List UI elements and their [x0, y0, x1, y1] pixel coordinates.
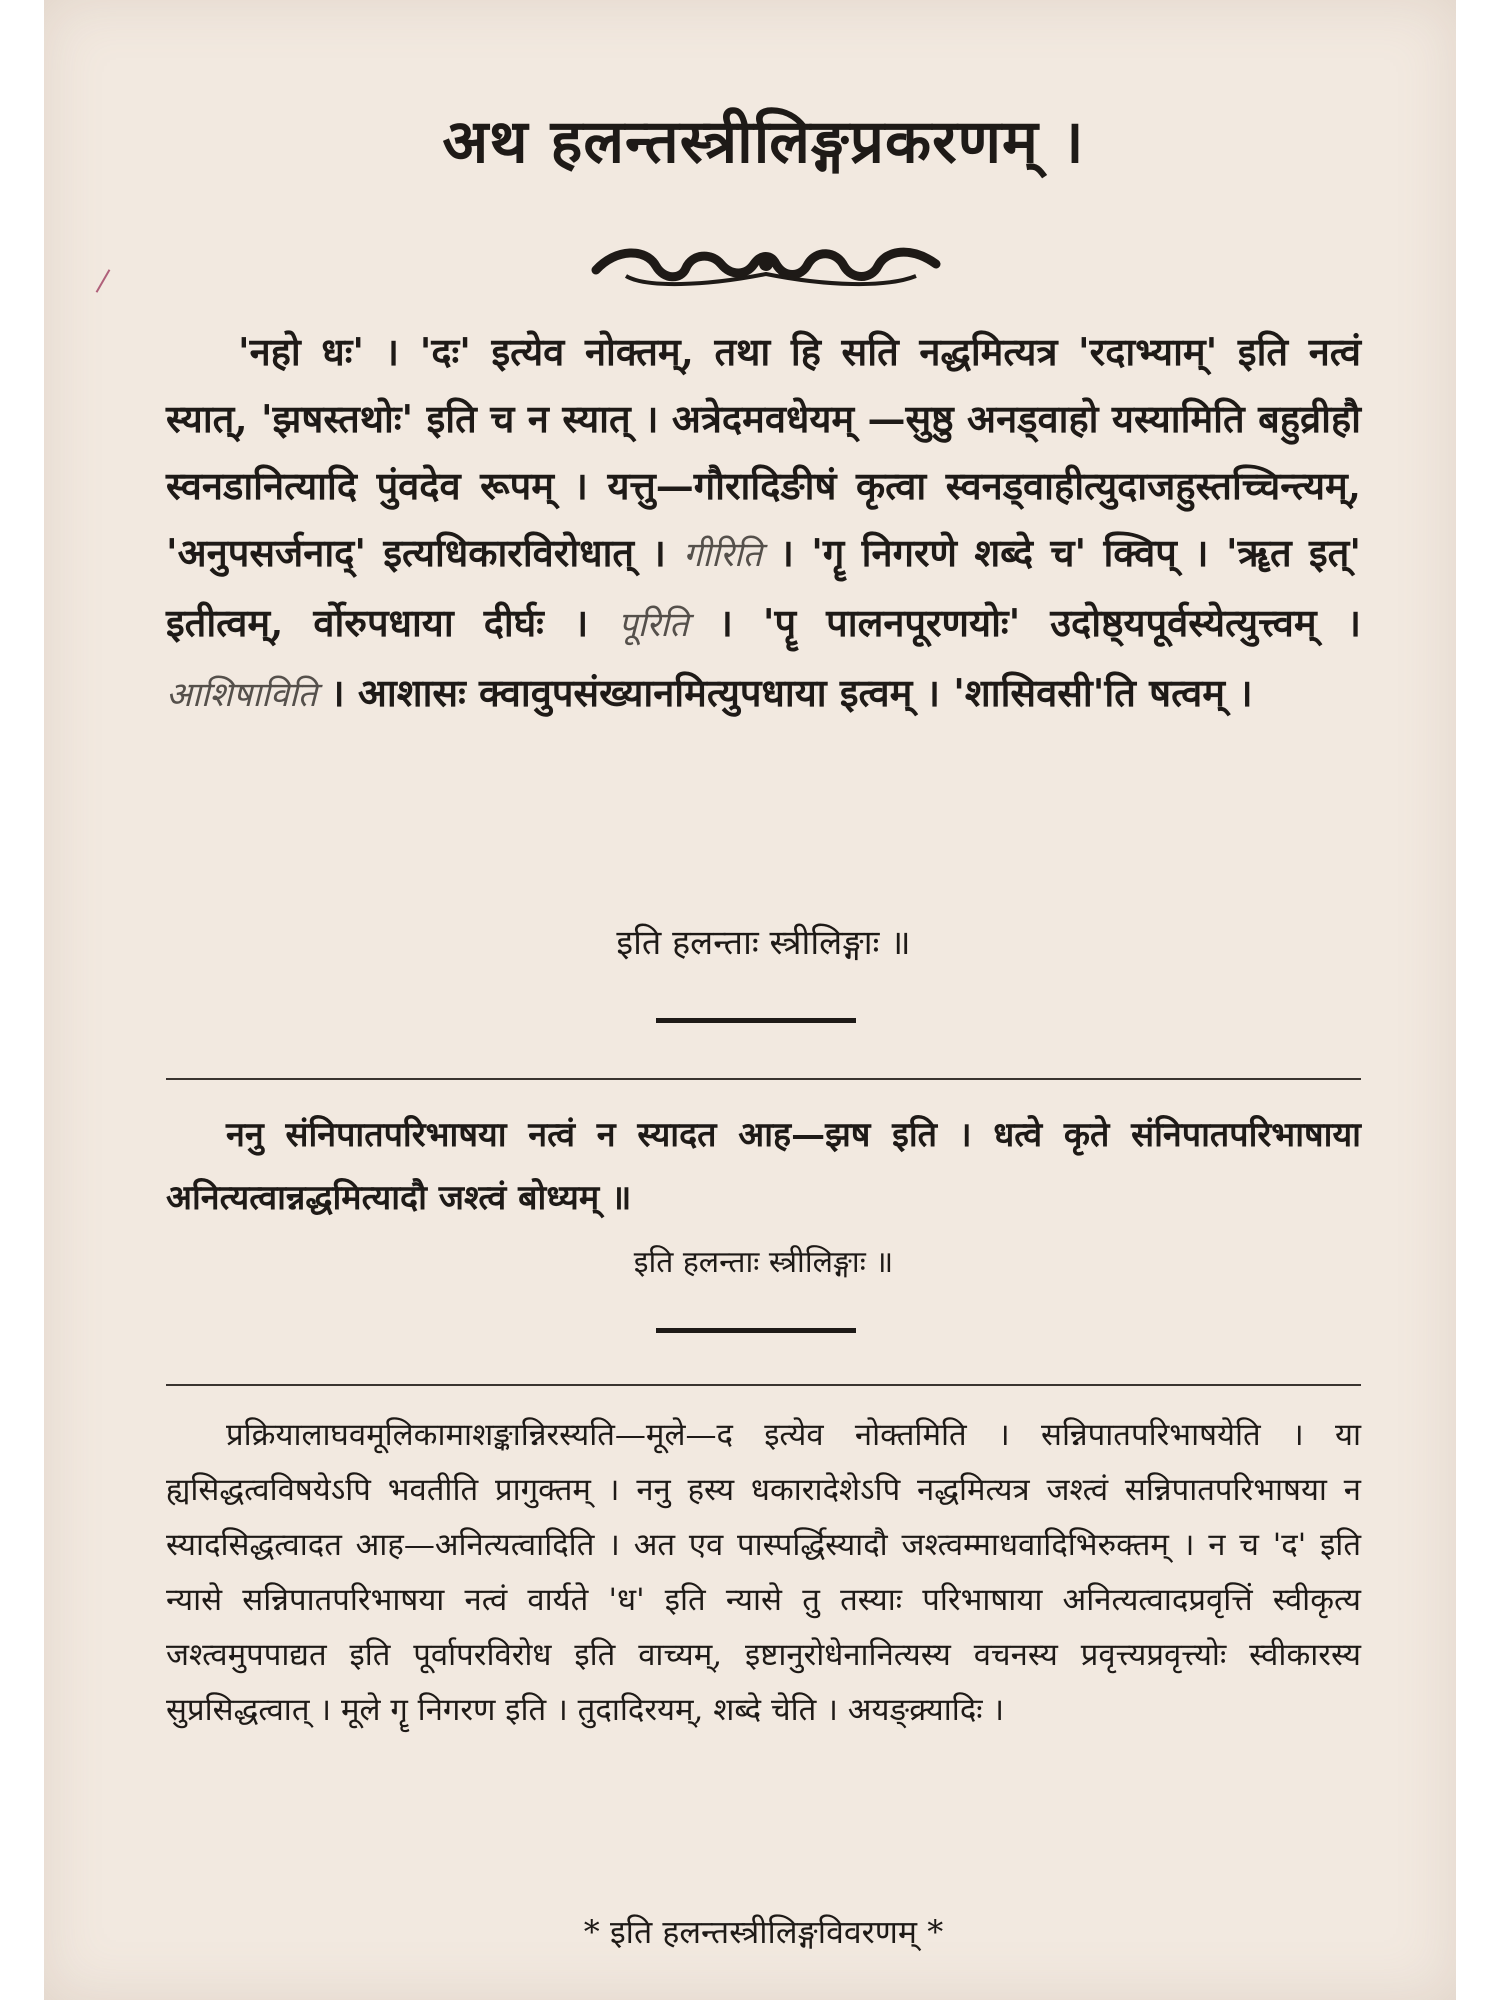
- main-text-b: । 'गॄ निगरणे शब्दे च' क्विप् । 'ॠत इत्' इतीत्वम्, र्वोरुपधाया दीर्घः ।: [166, 530, 1361, 645]
- gloss-purit: पूरिति: [618, 605, 689, 645]
- gloss-ashishavit: आशिषाविति: [166, 675, 318, 715]
- chapter-title: अथ हलन्तस्त्रीलिङ्गप्रकरणम् ।: [442, 107, 1085, 177]
- horizontal-rule: [166, 1384, 1361, 1386]
- main-text-c: । 'पॄ पालनपूरणयोः' उदोष्ठ्यपूर्वस्येत्युत्त्वम् ।: [718, 600, 1362, 645]
- commentary-paragraph: ननु संनिपातपरिभाषया नत्वं न स्यादत आह—झष इति । धत्वे कृते संनिपातपरिभाषाया अनित्यत्वान्नद्धमित्यादौ जश्त्वं बोध्यम् ॥: [166, 1115, 1361, 1218]
- short-divider: [656, 1328, 856, 1333]
- commentary-end-line: इति हलन्ताः स्त्रीलिङ्गाः ॥: [633, 1245, 894, 1280]
- horizontal-rule: [166, 1078, 1361, 1080]
- gloss-girit: गीरिति: [683, 535, 763, 575]
- main-text-d: । आशासः क्वावुपसंख्यानमित्युपधाया इत्वम् । 'शासिवसी'ति षत्वम् ।: [330, 670, 1253, 715]
- ornament-divider-icon: [586, 228, 946, 298]
- short-divider: [656, 1018, 856, 1023]
- main-text-paragraph: [166, 318, 1361, 729]
- subcommentary-paragraph: प्रक्रियालाघवमूलिकामाशङ्कान्निरस्यति—मूले—द इत्येव नोक्तमिति । सन्निपातपरिभाषयेति । या ह्यसिद्धत्वविषयेऽपि भवतीति प्रागुक्तम् । ननु हस्य धकारादेशेऽपि नद्धमित्यत्र जश्त्वं सन्निपातपरिभाषया न स्यादसिद्धत्वादत आह—अनित्यत्वादिति । अत एव पास्पर्द्धिस्यादौ जश्त्वम्माधवादिभिरुक्तम् । न च 'द' इति न्यासे सन्निपातपरिभाषया नत्वं वार्यते 'ध' इति न्यासे तु तस्याः परिभाषाया अनित्यत्वादप्रवृत्तिं स्वीकृत्य जश्त्वमुपपाद्यत इति पूर्वापरविरोध इति वाच्यम्, इष्टानुरोधेनानित्यस्य वचनस्य प्रवृत्त्यप्रवृत्त्योः स्वीकारस्य सुप्रसिद्धत्वात् । मूले गॄ निगरण इति । तुदादिरयम्, शब्दे चेति । अयङ्क्र्यादिः ।: [166, 1417, 1361, 1728]
- main-text-a: 'नहो धः' । 'दः' इत्येव नोक्तम्, तथा हि सति नद्धमित्यत्र 'रदाभ्याम्' इति नत्वं स्यात्, 'झषस्तथोः' इति च न स्यात् । अत्रेदमवधेयम् —सुष्ठु अनड्वाहो यस्यामिति बहुव्रीहौ स्वनडानित्यादि पुंवदेव रूपम् । यत्तु—गौरादिङीषं कृत्वा स्वनड्वाहीत्युदाजहुस्तच्चिन्त्यम्, 'अनुपसर्जनाद्' इत्यधिकारविरोधात् ।: [166, 329, 1361, 575]
- section-end-line: इति हलन्ताः स्त्रीलिङ्गाः ॥: [616, 923, 911, 963]
- book-page: [44, 0, 1456, 2000]
- pen-mark: [96, 269, 111, 293]
- page-content: [166, 0, 1361, 2000]
- chapter-end-line: * इति हलन्तस्त्रीलिङ्गविवरणम् *: [583, 1913, 944, 1951]
